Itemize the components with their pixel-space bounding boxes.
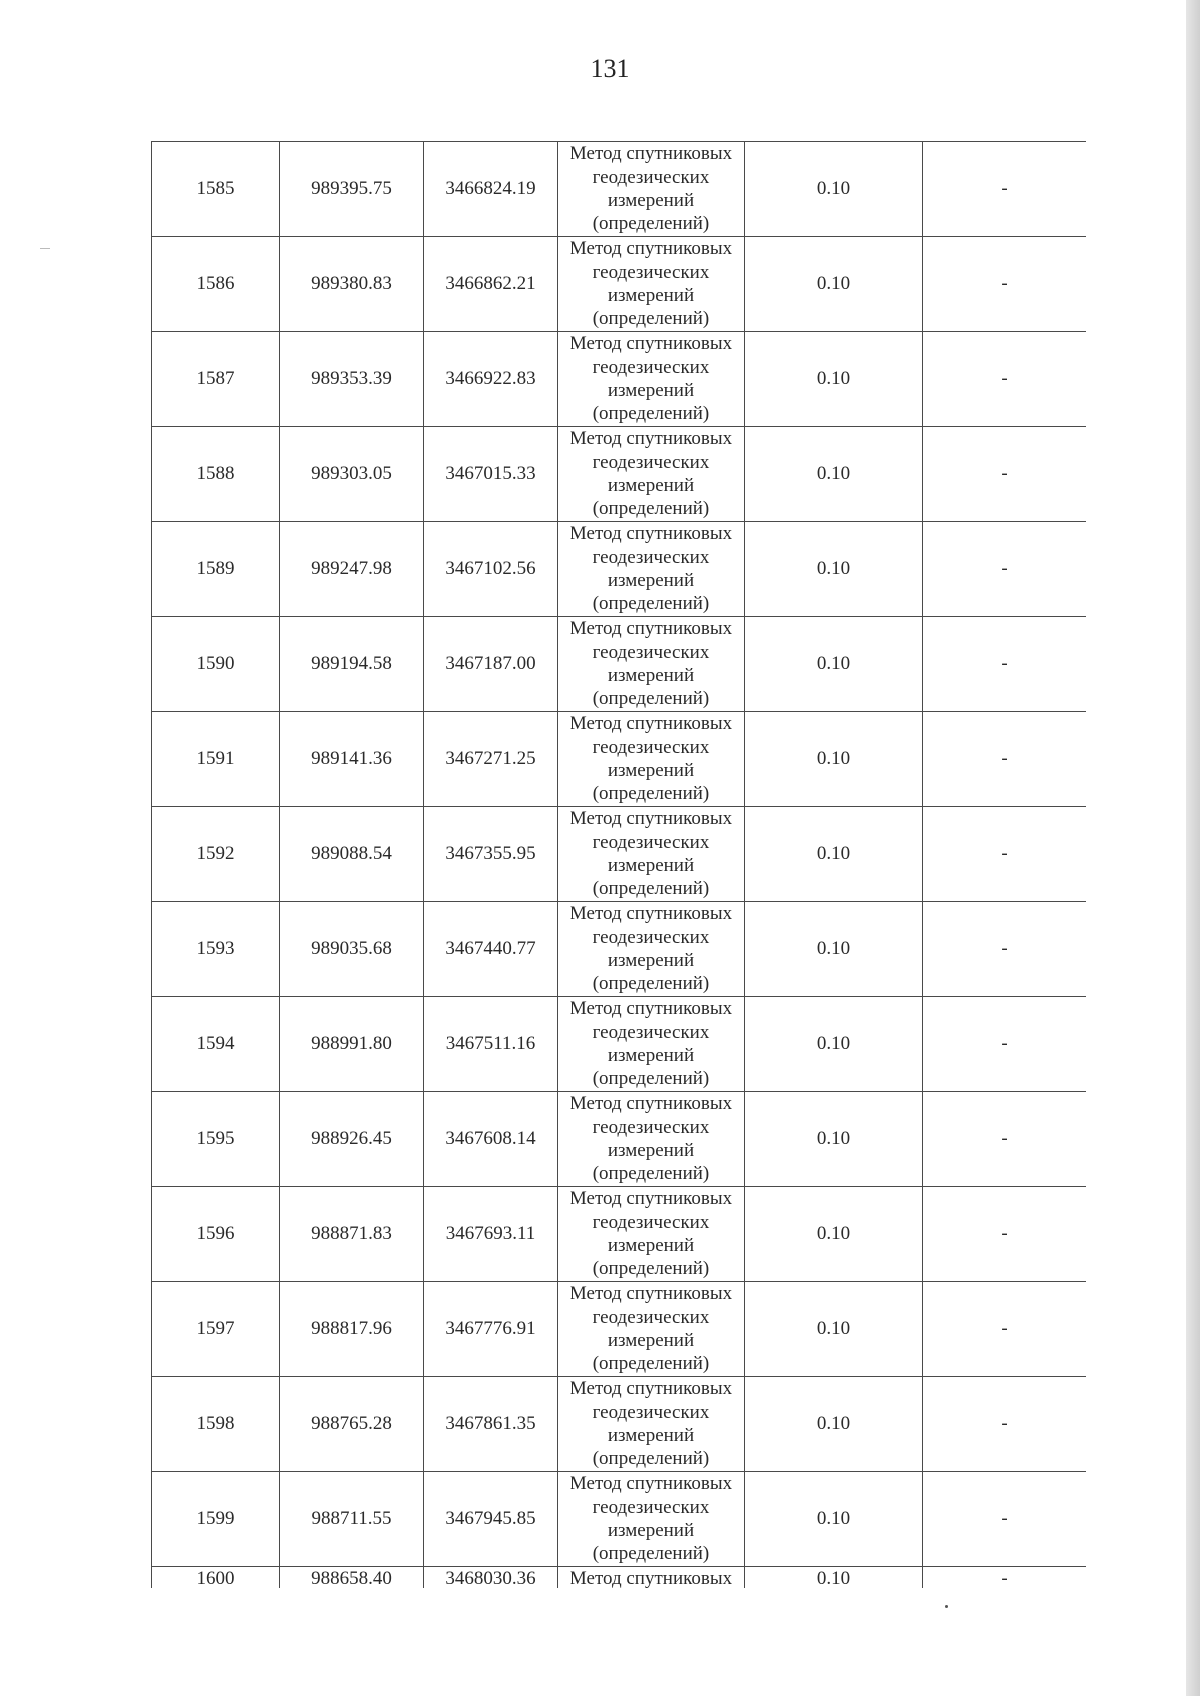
method-cell — [558, 522, 745, 617]
note-cell: - — [923, 1567, 1087, 1589]
accuracy-cell: 0.10 — [745, 1282, 923, 1377]
x-coordinate-cell: 988817.96 — [280, 1282, 424, 1377]
note-cell: - — [923, 997, 1087, 1092]
method-text: Метод спутниковых геодезических измерений (определений) — [569, 618, 733, 710]
method-text: Метод спутниковых геодезических измерений (определений) — [569, 1283, 733, 1375]
coordinates-table-container — [151, 141, 1086, 1588]
point-number-cell: 1587 — [152, 332, 280, 427]
x-coordinate-cell: 989303.05 — [280, 427, 424, 522]
scan-edge-shadow — [1186, 0, 1200, 1696]
method-text: Метод спутниковых геодезических измерений (определений) — [569, 523, 733, 615]
table-row — [152, 902, 1087, 997]
accuracy-cell: 0.10 — [745, 427, 923, 522]
y-coordinate-cell: 3466862.21 — [424, 237, 558, 332]
table-row — [152, 1567, 1087, 1589]
y-coordinate-cell: 3467945.85 — [424, 1472, 558, 1567]
x-coordinate-cell: 989141.36 — [280, 712, 424, 807]
method-cell — [558, 712, 745, 807]
page-number: 131 — [590, 54, 630, 83]
margin-mark — [40, 248, 50, 249]
accuracy-cell: 0.10 — [745, 1567, 923, 1589]
method-text: Метод спутниковых геодезических измерений (определений) — [569, 143, 733, 235]
accuracy-cell: 0.10 — [745, 1472, 923, 1567]
accuracy-cell: 0.10 — [745, 142, 923, 237]
note-cell: - — [923, 807, 1087, 902]
method-text: Метод спутниковых геодезических измерений (определений) — [569, 333, 733, 425]
y-coordinate-cell: 3467693.11 — [424, 1187, 558, 1282]
point-number-cell: 1593 — [152, 902, 280, 997]
y-coordinate-cell: 3467440.77 — [424, 902, 558, 997]
x-coordinate-cell: 988926.45 — [280, 1092, 424, 1187]
point-number-cell: 1588 — [152, 427, 280, 522]
point-number-cell: 1592 — [152, 807, 280, 902]
method-text: Метод спутниковых геодезических измерений (определений) — [569, 903, 733, 995]
y-coordinate-cell: 3466824.19 — [424, 142, 558, 237]
method-text: Метод спутниковых геодезических измерений (определений) — [569, 1188, 733, 1280]
method-cell — [558, 1472, 745, 1567]
table-row — [152, 332, 1087, 427]
method-text: Метод спутниковых геодезических измерений (определений) — [569, 428, 733, 520]
note-cell: - — [923, 902, 1087, 997]
x-coordinate-cell: 988765.28 — [280, 1377, 424, 1472]
table-row — [152, 237, 1087, 332]
method-cell — [558, 807, 745, 902]
method-text: Метод спутниковых геодезических измерений (определений) — [569, 1473, 733, 1565]
method-cell — [558, 997, 745, 1092]
point-number-cell: 1590 — [152, 617, 280, 712]
accuracy-cell: 0.10 — [745, 237, 923, 332]
note-cell: - — [923, 1377, 1087, 1472]
x-coordinate-cell: 988991.80 — [280, 997, 424, 1092]
method-cell — [558, 1187, 745, 1282]
method-text: Метод спутниковых геодезических измерений (определений) — [569, 1378, 733, 1470]
y-coordinate-cell: 3467861.35 — [424, 1377, 558, 1472]
table-row — [152, 427, 1087, 522]
table-row — [152, 997, 1087, 1092]
y-coordinate-cell: 3467608.14 — [424, 1092, 558, 1187]
point-number-cell: 1598 — [152, 1377, 280, 1472]
note-cell: - — [923, 237, 1087, 332]
point-number-cell: 1600 — [152, 1567, 280, 1589]
accuracy-cell: 0.10 — [745, 902, 923, 997]
accuracy-cell: 0.10 — [745, 1377, 923, 1472]
scan-speck — [945, 1605, 948, 1608]
coordinates-table — [151, 141, 1086, 1588]
method-text: Метод спутниковых геодезических измерений (определений) — [569, 713, 733, 805]
y-coordinate-cell: 3467102.56 — [424, 522, 558, 617]
accuracy-cell: 0.10 — [745, 807, 923, 902]
accuracy-cell: 0.10 — [745, 617, 923, 712]
table-row — [152, 1187, 1087, 1282]
x-coordinate-cell: 989247.98 — [280, 522, 424, 617]
x-coordinate-cell: 988658.40 — [280, 1567, 424, 1589]
x-coordinate-cell: 988871.83 — [280, 1187, 424, 1282]
accuracy-cell: 0.10 — [745, 332, 923, 427]
table-row — [152, 807, 1087, 902]
method-text: Метод спутниковых геодезических измерений (определений) — [569, 238, 733, 330]
accuracy-cell: 0.10 — [745, 522, 923, 617]
note-cell: - — [923, 617, 1087, 712]
point-number-cell: 1586 — [152, 237, 280, 332]
table-row — [152, 142, 1087, 237]
point-number-cell: 1594 — [152, 997, 280, 1092]
note-cell: - — [923, 1092, 1087, 1187]
y-coordinate-cell: 3467355.95 — [424, 807, 558, 902]
method-text: Метод спутниковых геодезических измерений (определений) — [569, 998, 733, 1090]
point-number-cell: 1597 — [152, 1282, 280, 1377]
table-row — [152, 1472, 1087, 1567]
point-number-cell: 1595 — [152, 1092, 280, 1187]
x-coordinate-cell: 989035.68 — [280, 902, 424, 997]
point-number-cell: 1591 — [152, 712, 280, 807]
method-cell — [558, 1282, 745, 1377]
method-cell — [558, 617, 745, 712]
method-cell — [558, 237, 745, 332]
y-coordinate-cell: 3468030.36 — [424, 1567, 558, 1589]
y-coordinate-cell: 3467776.91 — [424, 1282, 558, 1377]
accuracy-cell: 0.10 — [745, 712, 923, 807]
x-coordinate-cell: 989088.54 — [280, 807, 424, 902]
accuracy-cell: 0.10 — [745, 997, 923, 1092]
method-text: Метод спутниковых — [569, 1568, 733, 1588]
point-number-cell: 1589 — [152, 522, 280, 617]
accuracy-cell: 0.10 — [745, 1187, 923, 1282]
table-row — [152, 522, 1087, 617]
note-cell: - — [923, 1472, 1087, 1567]
table-row — [152, 1377, 1087, 1472]
method-text: Метод спутниковых геодезических измерений (определений) — [569, 1093, 733, 1185]
note-cell: - — [923, 522, 1087, 617]
method-cell — [558, 902, 745, 997]
table-body — [152, 142, 1087, 1589]
method-text: Метод спутниковых геодезических измерений (определений) — [569, 808, 733, 900]
x-coordinate-cell: 988711.55 — [280, 1472, 424, 1567]
y-coordinate-cell: 3467271.25 — [424, 712, 558, 807]
table-row — [152, 617, 1087, 712]
y-coordinate-cell: 3467187.00 — [424, 617, 558, 712]
note-cell: - — [923, 1282, 1087, 1377]
method-cell — [558, 332, 745, 427]
method-cell — [558, 1377, 745, 1472]
note-cell: - — [923, 142, 1087, 237]
note-cell: - — [923, 332, 1087, 427]
point-number-cell: 1596 — [152, 1187, 280, 1282]
table-row — [152, 1092, 1087, 1187]
accuracy-cell: 0.10 — [745, 1092, 923, 1187]
x-coordinate-cell: 989395.75 — [280, 142, 424, 237]
point-number-cell: 1585 — [152, 142, 280, 237]
method-cell — [558, 142, 745, 237]
table-row — [152, 1282, 1087, 1377]
y-coordinate-cell: 3467015.33 — [424, 427, 558, 522]
note-cell: - — [923, 712, 1087, 807]
note-cell: - — [923, 1187, 1087, 1282]
method-cell — [558, 1567, 745, 1589]
method-cell — [558, 427, 745, 522]
table-row — [152, 712, 1087, 807]
x-coordinate-cell: 989353.39 — [280, 332, 424, 427]
y-coordinate-cell: 3466922.83 — [424, 332, 558, 427]
x-coordinate-cell: 989380.83 — [280, 237, 424, 332]
y-coordinate-cell: 3467511.16 — [424, 997, 558, 1092]
point-number-cell: 1599 — [152, 1472, 280, 1567]
method-cell — [558, 1092, 745, 1187]
x-coordinate-cell: 989194.58 — [280, 617, 424, 712]
note-cell: - — [923, 427, 1087, 522]
